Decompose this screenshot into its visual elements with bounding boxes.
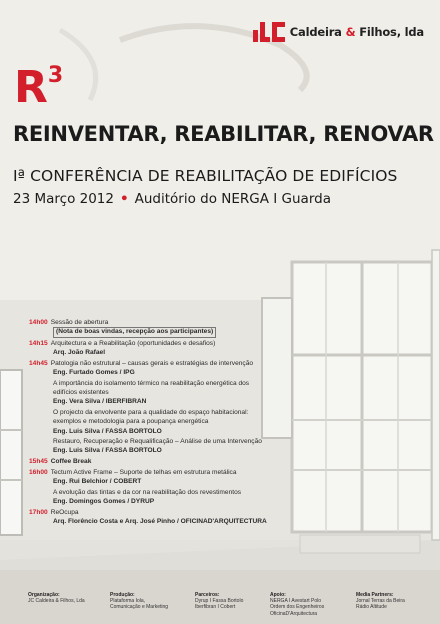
footer-line: Plataforma Iola,	[110, 598, 146, 605]
company-name: Caldeira & Filhos, lda	[289, 25, 424, 39]
program-item-line	[29, 488, 299, 497]
program-item	[29, 408, 299, 436]
footer-heading: Media Partners:	[356, 592, 394, 598]
footer-credits	[0, 590, 440, 624]
footer-line: OficinaD'Arquitectura	[270, 610, 318, 617]
footer-column	[195, 592, 243, 611]
event-date-venue: 23 Março 2012 • Auditório do NERGA I Guarda	[13, 191, 331, 207]
program-speaker: Eng. Rui Belchior / COBERT	[53, 478, 142, 486]
program-item-line	[29, 318, 299, 327]
footer-column	[356, 592, 405, 611]
program-item-line	[29, 417, 299, 426]
program-item-line	[29, 388, 299, 397]
footer-heading: Produção:	[110, 592, 135, 598]
program-item-line	[29, 379, 299, 388]
program-item	[29, 437, 299, 455]
event-title: REINVENTAR, REABILITAR, RENOVAR	[13, 122, 434, 146]
program-time: 17h00	[29, 508, 48, 516]
footer-line: Comunicação e Marketing	[110, 604, 169, 611]
program-description: Tectum Active Frame – Suporte de telhas em estrutura metálica	[50, 468, 237, 476]
program-item-line	[29, 468, 299, 477]
program-description: A importância do isolamento térmico na reabilitação energética dos	[53, 380, 250, 388]
footer-line: Ordem dos Engenheiros	[270, 604, 325, 611]
program-description: O projecto da envolvente para a qualidade do espaço habitacional:	[53, 409, 249, 417]
program-speaker: Arq. João Rafael	[53, 349, 106, 357]
footer-line: Jornal Terras da Beira	[356, 598, 405, 605]
program-time: 14h00	[29, 319, 48, 326]
footer-line: JC Caldeira & Filhos, Lda	[28, 598, 85, 605]
program-description: A evolução das tintas e da cor na reabilitação dos revestimentos	[53, 488, 242, 496]
footer-column	[270, 592, 324, 617]
program-item	[29, 339, 299, 357]
footer-line: NERGA I Avestart Polo	[270, 598, 322, 605]
program-item	[29, 508, 299, 526]
program-description: Sessão de abertura	[50, 319, 109, 326]
footer-line: Rádio Altitude	[356, 604, 387, 611]
program-speaker: Eng. Luis Silva / FASSA BORTOLO	[53, 447, 162, 455]
event-subtitle: Iª CONFERÊNCIA DE REABILITAÇÃO DE EDIFÍCIOS	[13, 167, 398, 185]
program-item	[29, 359, 299, 377]
jc-logo-icon	[253, 22, 285, 42]
program-time: 16h00	[29, 468, 48, 476]
footer-line: Dyrup I Fassa Bortolo	[195, 598, 244, 605]
bullet-separator: •	[119, 191, 129, 207]
footer-heading: Organização:	[28, 592, 60, 598]
program-item-line	[29, 359, 299, 368]
company-logo	[253, 22, 424, 42]
program-description: Patologia não estrutural – causas gerais e estratégias de intervenção	[50, 360, 254, 368]
program-time: 15h45	[29, 458, 48, 466]
program-item	[29, 457, 299, 466]
program-speaker: Eng. Luis Silva / FASSA BORTOLO	[53, 427, 162, 435]
program-item-line	[29, 339, 299, 348]
footer-heading: Parceiros:	[195, 592, 220, 598]
program-item-line	[29, 457, 299, 466]
footer-heading: Apoio:	[270, 592, 286, 598]
program-speaker: Eng. Furtado Gomes / IPG	[53, 369, 135, 377]
program-item	[29, 379, 299, 407]
program-description: edifícios existentes	[53, 389, 109, 397]
program-speaker: Eng. Domingos Gomes / DYRUP	[53, 497, 155, 505]
program-time: 14h45	[29, 360, 48, 368]
program-description: ReOcupa	[50, 508, 79, 516]
footer-column	[28, 592, 85, 604]
program-time: 14h15	[29, 340, 48, 348]
program-item-line	[29, 437, 299, 446]
program-speaker: Eng. Vera Silva / IBERFIBRAN	[53, 398, 147, 406]
footer-column	[110, 592, 168, 611]
program-description: Arquitectura e a Reabilitação (oportunidades e desafios)	[50, 340, 216, 348]
program-speaker: Arq. Florêncio Costa e Arq. José Pinho / OFICINAD'ARQUITECTURA	[53, 517, 267, 525]
program-item-line	[29, 508, 299, 517]
program-note: (Nota de boas vindas, recepção aos participantes)	[53, 327, 216, 338]
r3-brand: R3	[14, 62, 64, 113]
program-description: Coffee Break	[50, 458, 92, 466]
program-description: exemplos e metodologia para a poupança energética	[53, 418, 209, 426]
program-description: Restauro, Recuperação e Requalificação – Análise de uma Intervenção	[53, 438, 262, 446]
program-item-line	[29, 408, 299, 417]
footer-line: Iberfibran I Cobert	[195, 604, 236, 611]
program-item	[29, 468, 299, 486]
program-item	[29, 488, 299, 506]
program-item	[29, 318, 299, 338]
program-list	[29, 318, 299, 528]
